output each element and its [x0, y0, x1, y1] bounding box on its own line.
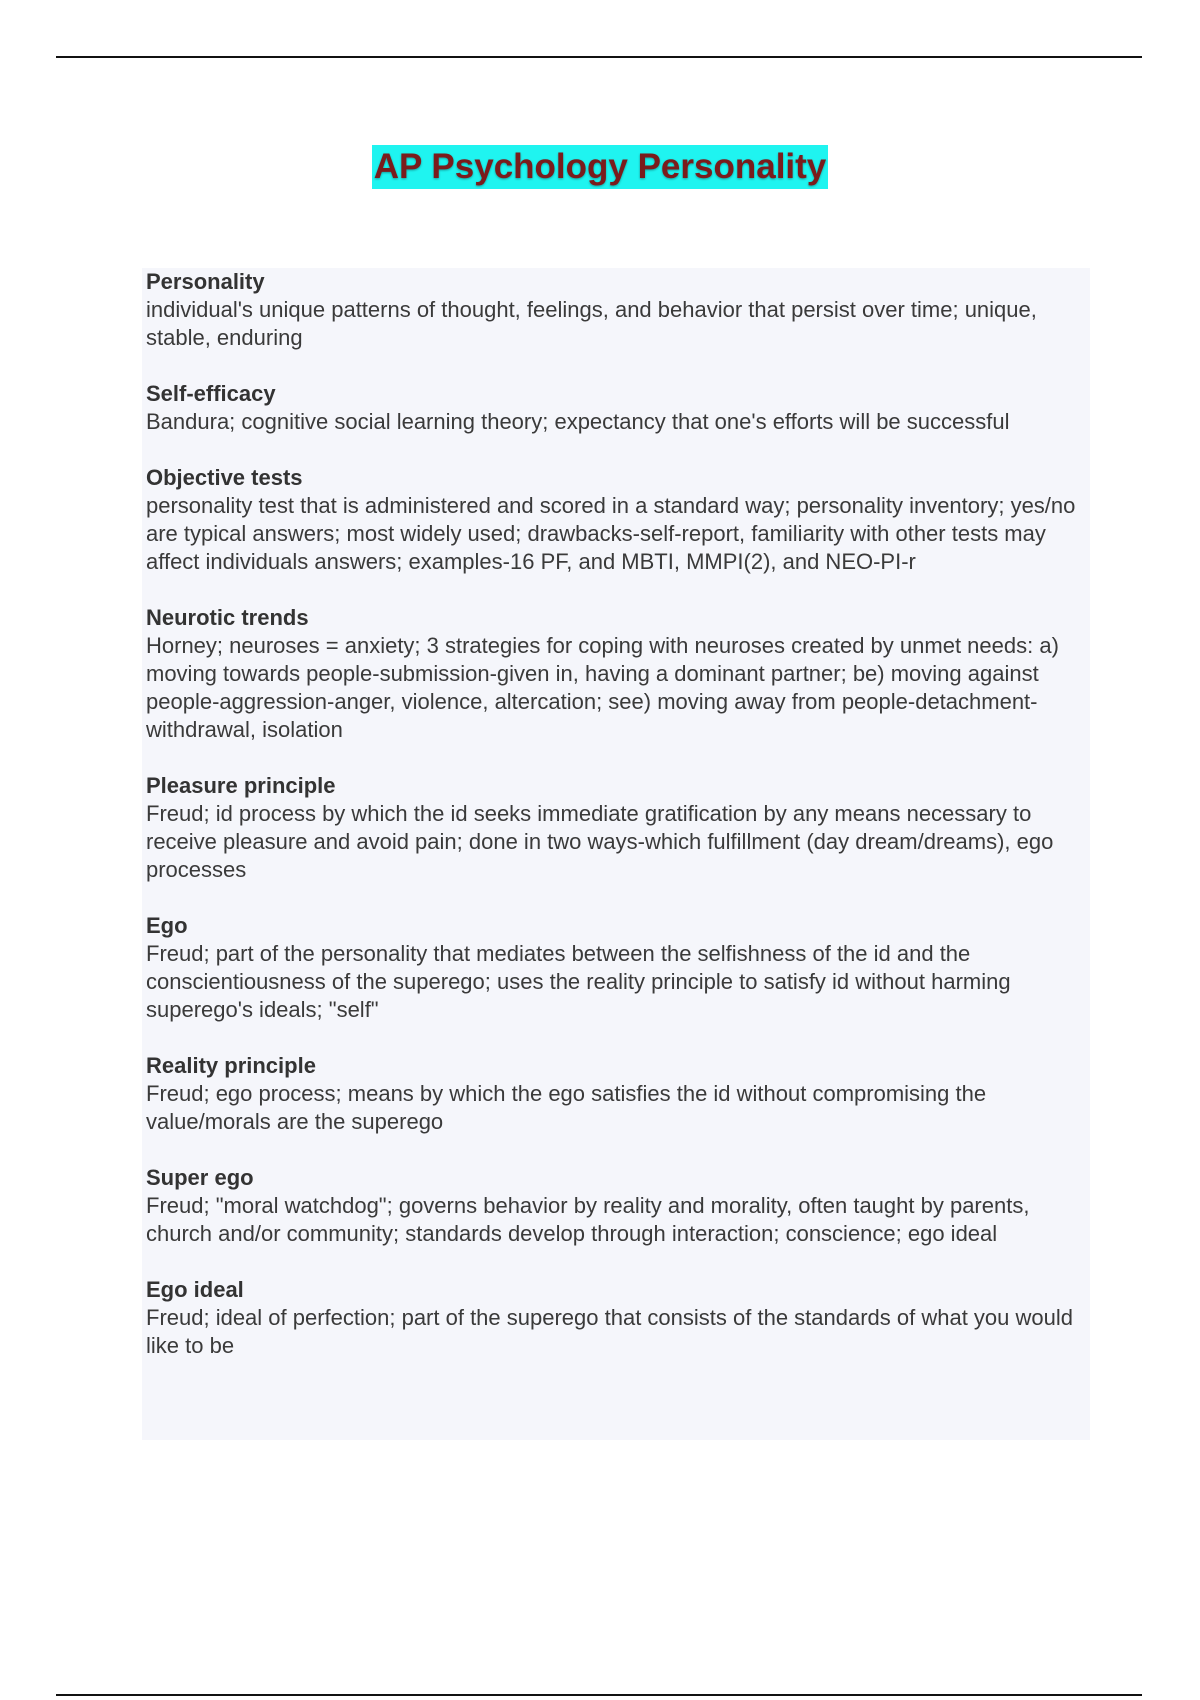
term-title: Objective tests [146, 465, 303, 490]
term-list [146, 268, 1086, 1388]
term-title: Super ego [146, 1165, 254, 1190]
term-definition: personality test that is administered and scored in a standard way; personality inventory; yes/no are typical answers; most widely used; drawbacks-self-report, familiarity with other tests may affect individuals answers; examples-16 PF, and MBTI, MMPI(2), and NEO-PI-r [146, 493, 1076, 574]
term-entry-neurotic-trends [146, 604, 1086, 744]
term-entry-ego [146, 912, 1086, 1024]
term-definition: Freud; ego process; means by which the ego satisfies the id without compromising the value/morals are the superego [146, 1081, 987, 1134]
term-entry-ego-ideal [146, 1276, 1086, 1360]
term-definition: Freud; "moral watchdog"; governs behavior by reality and morality, often taught by parents, church and/or community; standards develop through interaction; conscience; ego ideal [146, 1193, 1030, 1246]
term-entry-personality [146, 268, 1086, 352]
bottom-rule [56, 1694, 1142, 1696]
term-entry-reality-principle [146, 1052, 1086, 1136]
term-definition: individual's unique patterns of thought, feelings, and behavior that persist over time; unique, stable, enduring [146, 297, 1037, 350]
term-title: Pleasure principle [146, 773, 336, 798]
term-definition: Freud; part of the personality that mediates between the selfishness of the id and the conscientiousness of the superego; uses the reality principle to satisfy id without harming superego's ideals; "self" [146, 941, 1011, 1022]
term-entry-pleasure-principle [146, 772, 1086, 884]
term-definition: Bandura; cognitive social learning theory; expectancy that one's efforts will be successful [146, 409, 1010, 434]
title-container [0, 145, 1200, 189]
page-title: AP Psychology Personality [372, 145, 829, 189]
term-title: Self-efficacy [146, 381, 276, 406]
term-title: Reality principle [146, 1053, 316, 1078]
term-entry-self-efficacy [146, 380, 1086, 436]
term-title: Neurotic trends [146, 605, 309, 630]
top-rule [56, 56, 1142, 58]
term-entry-objective-tests [146, 464, 1086, 576]
term-definition: Horney; neuroses = anxiety; 3 strategies for coping with neuroses created by unmet needs: a) moving towards people-submission-given in, having a dominant partner; be) moving against people-aggression-anger, violence, altercation; see) moving away from people-detachment-withdrawal, isolation [146, 633, 1059, 742]
term-title: Personality [146, 269, 265, 294]
term-title: Ego [146, 913, 188, 938]
term-title: Ego ideal [146, 1277, 244, 1302]
term-entry-super-ego [146, 1164, 1086, 1248]
term-definition: Freud; ideal of perfection; part of the superego that consists of the standards of what you would like to be [146, 1305, 1073, 1358]
term-definition: Freud; id process by which the id seeks immediate gratification by any means necessary to receive pleasure and avoid pain; done in two ways-which fulfillment (day dream/dreams), ego processes [146, 801, 1054, 882]
